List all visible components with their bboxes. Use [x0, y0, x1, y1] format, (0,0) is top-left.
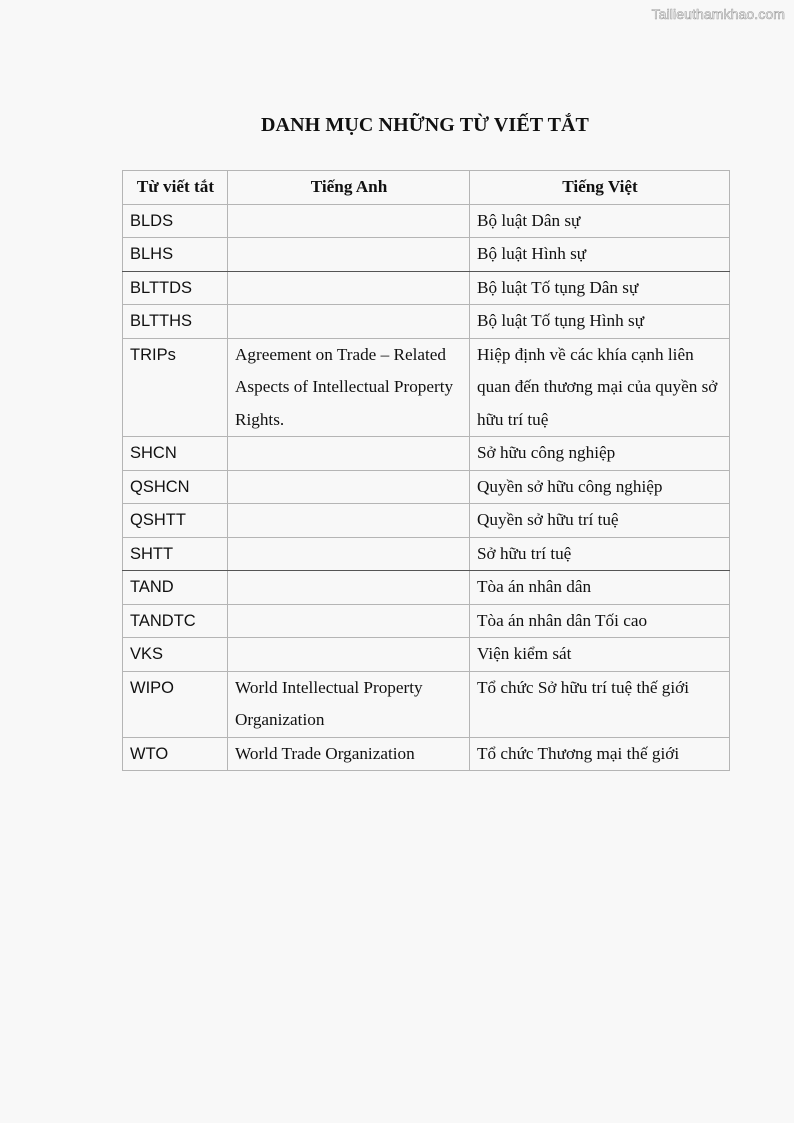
table-row	[123, 638, 730, 672]
abbreviation-cell: QSHTT	[123, 504, 228, 538]
english-cell	[228, 437, 470, 471]
english-cell	[228, 604, 470, 638]
english-cell: World Intellectual Property Organization	[228, 671, 470, 737]
vietnamese-cell: Bộ luật Dân sự	[470, 204, 730, 238]
vietnamese-cell: Sở hữu trí tuệ	[470, 537, 730, 571]
english-cell	[228, 204, 470, 238]
vietnamese-cell: Bộ luật Tố tụng Dân sự	[470, 271, 730, 305]
table-row	[123, 671, 730, 737]
abbreviation-cell: TAND	[123, 571, 228, 605]
english-cell	[228, 504, 470, 538]
abbreviation-table	[122, 170, 730, 771]
watermark-text: Tailieuthamkhao.com	[651, 6, 785, 22]
header-abbreviation: Từ viết tắt	[123, 171, 228, 205]
abbreviation-cell: TRIPs	[123, 338, 228, 437]
table-row	[123, 338, 730, 437]
abbreviation-cell: BLTTHS	[123, 305, 228, 339]
vietnamese-cell: Viện kiểm sát	[470, 638, 730, 672]
english-cell	[228, 305, 470, 339]
table-row	[123, 737, 730, 771]
header-vietnamese: Tiếng Việt	[470, 171, 730, 205]
vietnamese-cell: Bộ luật Tố tụng Hình sự	[470, 305, 730, 339]
vietnamese-cell: Tòa án nhân dân	[470, 571, 730, 605]
vietnamese-cell: Bộ luật Hình sự	[470, 238, 730, 272]
english-cell	[228, 238, 470, 272]
english-cell: World Trade Organization	[228, 737, 470, 771]
table-row	[123, 305, 730, 339]
english-cell	[228, 470, 470, 504]
table-row	[123, 470, 730, 504]
vietnamese-cell: Tòa án nhân dân Tối cao	[470, 604, 730, 638]
vietnamese-cell: Sở hữu công nghiệp	[470, 437, 730, 471]
abbreviation-cell: BLHS	[123, 238, 228, 272]
vietnamese-cell: Tổ chức Thương mại thế giới	[470, 737, 730, 771]
table-header-row	[123, 171, 730, 205]
english-cell	[228, 271, 470, 305]
abbreviation-cell: BLDS	[123, 204, 228, 238]
header-english: Tiếng Anh	[228, 171, 470, 205]
abbreviation-cell: WIPO	[123, 671, 228, 737]
english-cell	[228, 571, 470, 605]
table-row	[123, 537, 730, 571]
english-cell	[228, 638, 470, 672]
english-cell: Agreement on Trade – Related Aspects of Intellectual Property Rights.	[228, 338, 470, 437]
table-row	[123, 238, 730, 272]
abbreviation-cell: WTO	[123, 737, 228, 771]
table-row	[123, 571, 730, 605]
table-row	[123, 204, 730, 238]
abbreviation-cell: VKS	[123, 638, 228, 672]
table-row	[123, 437, 730, 471]
abbreviation-cell: SHTT	[123, 537, 228, 571]
table-row	[123, 604, 730, 638]
abbreviation-cell: TANDTC	[123, 604, 228, 638]
table-row	[123, 271, 730, 305]
page-title: DANH MỤC NHỮNG TỪ VIẾT TẮT	[260, 114, 589, 136]
table-row	[123, 504, 730, 538]
vietnamese-cell: Quyền sở hữu công nghiệp	[470, 470, 730, 504]
english-cell	[228, 537, 470, 571]
vietnamese-cell: Hiệp định về các khía cạnh liên quan đến thương mại của quyền sở hữu trí tuệ	[470, 338, 730, 437]
vietnamese-cell: Tổ chức Sở hữu trí tuệ thế giới	[470, 671, 730, 737]
abbreviation-cell: BLTTDS	[123, 271, 228, 305]
abbreviation-cell: QSHCN	[123, 470, 228, 504]
vietnamese-cell: Quyền sở hữu trí tuệ	[470, 504, 730, 538]
abbreviation-cell: SHCN	[123, 437, 228, 471]
